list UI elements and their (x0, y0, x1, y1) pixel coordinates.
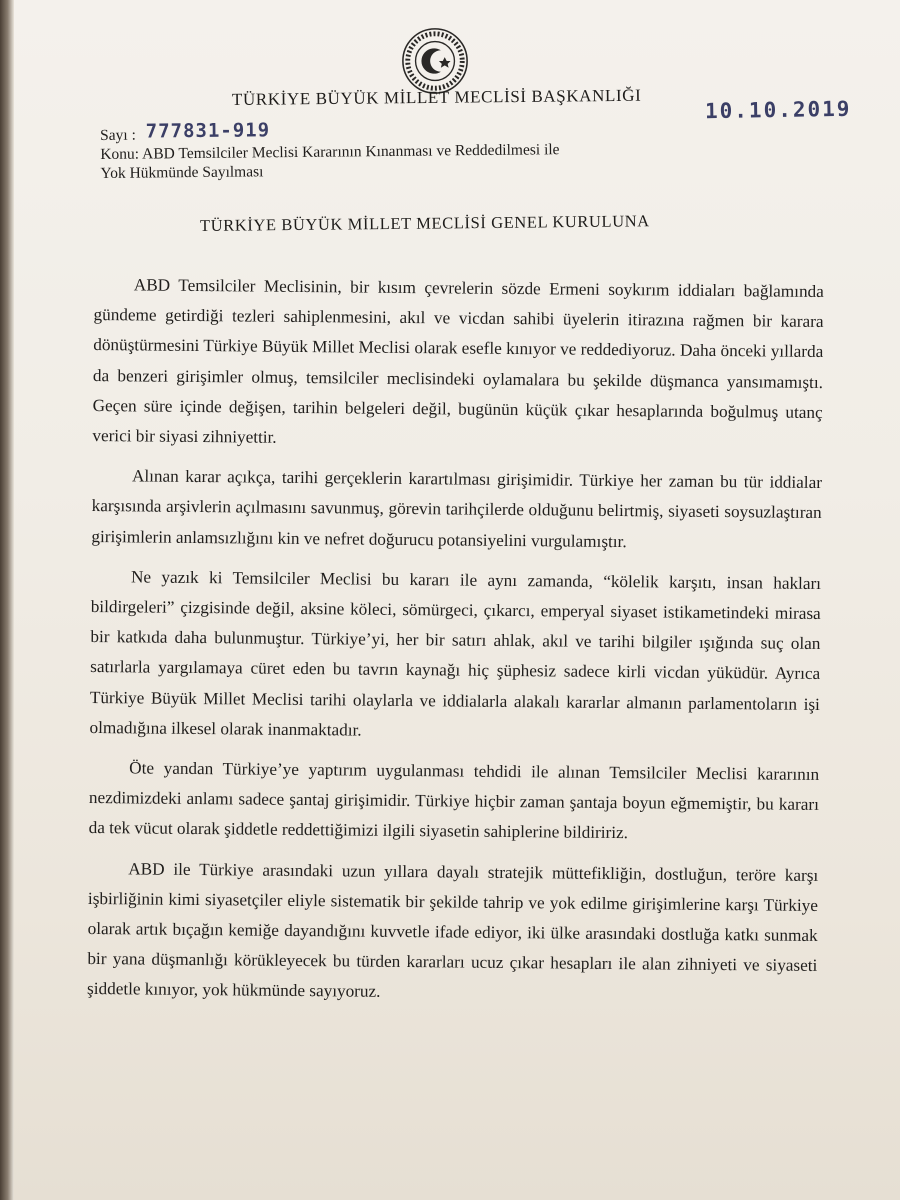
institution-title: TÜRKİYE BÜYÜK MİLLET MECLİSİ BAŞKANLIĞI (231, 85, 642, 109)
addressee-heading: TÜRKİYE BÜYÜK MİLLET MECLİSİ GENEL KURULUNA (199, 211, 650, 235)
body-paragraph-4: Öte yandan Türkiye’ye yaptırım uygulanması tehdidi ile alınan Temsilciler Meclisi kararının nezdimizdeki anlamı sadece şantaj girişimidir. Türkiye hiçbir zaman şantaja boyun eğmemiştir, bu kararı da tek vücut olarak şiddetle reddettiğimizi ilgili siyasetin sahiplerine bildiririz. (88, 758, 820, 843)
handwritten-date: 10.10.2019 (704, 96, 852, 124)
document-meta (100, 119, 661, 183)
page-edge-shadow (0, 0, 14, 1200)
body-paragraph-2: Alınan karar açıkça, tarihi gerçeklerin karartılması girişimidir. Türkiye her zaman bu tür iddialar karşısında arşivlerin açılmasını savunmuş, görevin tarihçilerde olduğunu belirtmiş, siyaseti soysuzlaştıran girişimlerin anlamsızlığını kin ve nefret doğurucu potansiyelini vurgulamıştır. (91, 466, 823, 551)
letter-body (87, 270, 824, 1022)
body-paragraph-3: Ne yazık ki Temsilciler Meclisi bu kararı ile aynı zamanda, “kölelik karşıtı, insan hakları bildirgeleri” çizgisinde değil, aksine köleci, sömürgeci, çıkarcı, emperyal siyaset istikametindeki mirasa bir katkıda daha bulunmuştur. Türkiye’yi, her bir satırı ahlak, akıl ve tarihi bilgiler ışığında suç olan satırlarla yargılamaya cüret eden bu tavrın kaynağı hiç şüphesiz sadece kirli vicdan yüküdür. Ayrıca Türkiye Büyük Millet Meclisi tarihi olaylarla ve iddialarla alakalı kararlar almanın parlamentoların işi olmadığına ilkesel olarak inanmaktadır. (89, 567, 822, 740)
body-paragraph-5: ABD ile Türkiye arasındaki uzun yıllara dayalı stratejik müttefikliğin, dostluğun, teröre karşı işbirliğinin kimi siyasetçiler eliyle sistematik bir şekilde tahrip ve yok edilme girişimlerine karşı Türkiye olarak artık bıçağın kemiğe dayandığını kuvvetle ifade ediyor, iki ülke arasındaki dostluğa katkı sunmak bir yana düşmanlığı körükleyecek bu türden kararları ucuz çıkar hesapları ile alan zihniyeti ve siyaseti şiddetle kınıyor, yok hükmünde sayıyoruz. (87, 859, 819, 1002)
subject-line-1: Konu: ABD Temsilciler Meclisi Kararının Kınanması ve Reddedilmesi ile (100, 141, 560, 163)
reference-number-handwritten: 777831-919 (145, 119, 271, 143)
subject-line-2: Yok Hükmünde Sayılması (100, 163, 264, 182)
reference-number-label: Sayı : (100, 126, 136, 144)
body-paragraph-1: ABD Temsilciler Meclisinin, bir kısım çevrelerin sözde Ermeni soykırım iddiaları bağlamında gündeme getirdiği tezleri sahiplenmesini, akıl ve vicdan sahibi üyelerin itirazına rağmen bir karara dönüştürmesini Türkiye Büyük Millet Meclisi olarak esefle kınıyor ve reddediyoruz. Daha önceki yıllarda da benzeri girişimler olmuş, temsilciler meclisindeki oylamalara bu şekilde düşmanca yansımamıştı. Geçen süre içinde değişen, tarihin belgeleri değil, bugünün küçük çıkar hesaplarında boğulmuş utanç verici bir siyasi zihniyettir. (92, 275, 824, 447)
tbmm-emblem-icon (396, 25, 474, 97)
